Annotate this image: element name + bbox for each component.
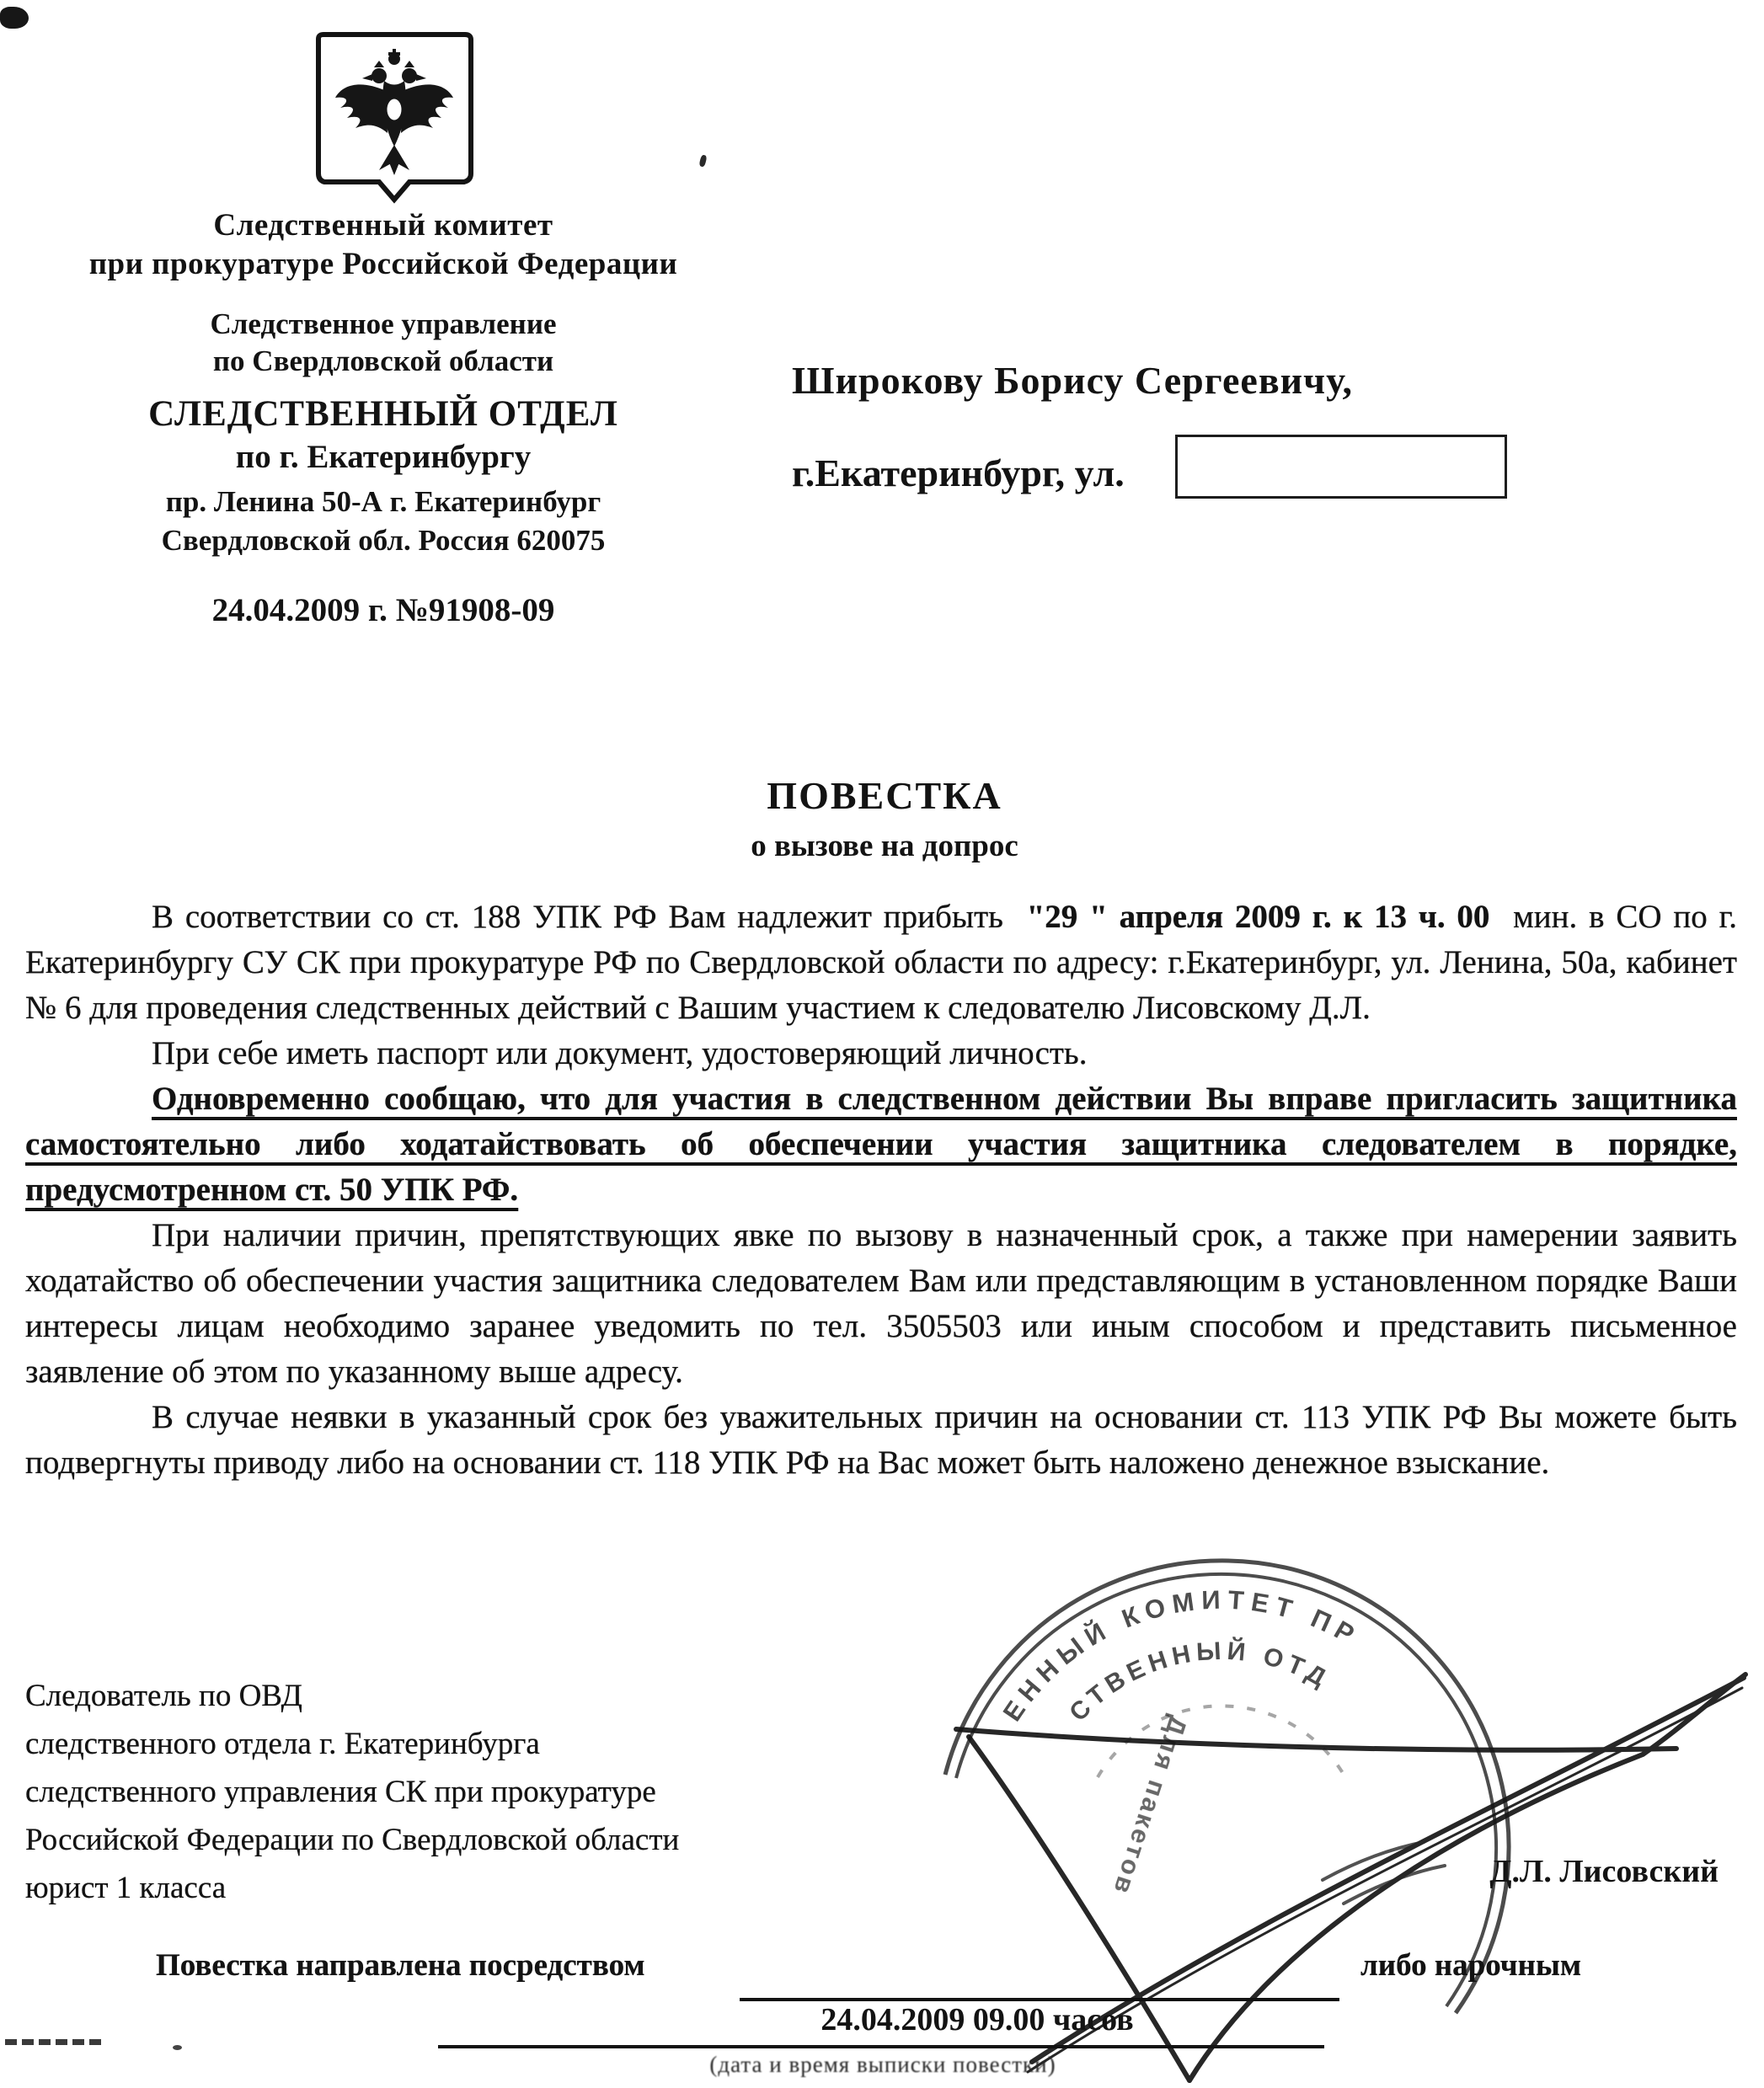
stamp-center-text: Для пакетов <box>1107 1712 1194 1900</box>
issue-datetime-caption: (дата и время выписки повестки) <box>709 2052 1056 2077</box>
signer-position-line: следственного отдела г. Екатеринбурга <box>25 1727 540 1761</box>
addressee-name: Широкову Борису Сергеевичу, <box>792 359 1354 402</box>
signer-position-line: Российской Федерации по Свердловской области <box>25 1823 680 1857</box>
round-stamp <box>945 1561 1509 2013</box>
paragraph-notify: При наличии причин, препятствующих явке по вызову в назначенный срок, а также при намерении заявить ходатайство об обеспечении участия защитника следователем Вам или представляющим в установленном порядке Ваши интересы лицам необходимо заранее уведомить по тел. 3505503 или иным способом и представить письменное заявление об этом по указанному выше адресу. <box>25 1217 1737 1390</box>
letterhead <box>8 206 758 631</box>
signer-position-line: юрист 1 класса <box>25 1871 227 1905</box>
paragraph-defender-right: Одновременно сообщаю, что для участия в следственном действии Вы вправе пригласить защитника самостоятельно либо ходатайствовать об обеспечении участия защитника следователем в порядке, предусмотренном ст. 50 УПК РФ. <box>25 1081 1737 1208</box>
document-title: ПОВЕСТКА <box>767 774 1002 817</box>
p1-rest: мин. в СО по г. Екатеринбургу СУ СК при прокуратуре РФ по Свердловской области по адресу: г.Екатеринбург, ул. Ленина, 50а, кабинет № 6 для проведения следственных действий с Вашим участием к следователю Лисовскому Д.Л. <box>25 899 1738 1026</box>
paragraph-appearance <box>25 894 1737 1031</box>
scan-artifact <box>5 2039 101 2045</box>
stamp-text <box>997 1585 1366 1900</box>
body-text <box>25 894 1737 1486</box>
org-name-line2: при прокуратуре Российской Федерации <box>88 247 678 281</box>
issue-datetime-underline <box>438 2045 1324 2048</box>
signer-position-block <box>25 1672 952 1912</box>
signer-position-line: Следователь по ОВД <box>25 1679 302 1713</box>
stamp-arc-text-middle: СТВЕННЫЙ ОТД <box>1064 1637 1335 1728</box>
paragraph-documents: При себе иметь паспорт или документ, удостоверяющий личность. <box>152 1035 1088 1071</box>
coat-of-arms-emblem <box>313 32 475 205</box>
document-subtitle: о вызове на допрос <box>751 829 1018 863</box>
scan-artifact <box>0 7 29 29</box>
department-line1: Следственное управление <box>210 307 557 340</box>
double-headed-eagle <box>335 49 453 175</box>
unit-address-line1: пр. Ленина 50-А г. Екатеринбург <box>165 485 601 518</box>
scan-artifact <box>698 154 707 167</box>
unit-name-line2: по г. Екатеринбургу <box>235 439 532 475</box>
svg-text:СТВЕННЫЙ ОТД <box>1064 1637 1334 1727</box>
org-name-line1: Следственный комитет <box>213 208 553 243</box>
p1-datetime: "29 " апреля 2009 г. к 13 ч. 00 <box>1026 899 1490 935</box>
issue-datetime: 24.04.2009 09.00 часов <box>821 2002 1134 2037</box>
svg-text:ЕННЫЙ КОМИТЕТ ПР <box>997 1585 1366 1727</box>
sent-via-label: Повестка направлена посредством <box>156 1948 645 1983</box>
unit-name-line1: СЛЕДСТВЕННЫЙ ОТДЕЛ <box>148 394 618 434</box>
signer-position-line: следственного управления СК при прокуратуре <box>25 1775 656 1809</box>
outgoing-ref-line: 24.04.2009 г. №91908-09 <box>211 592 555 628</box>
scan-artifact <box>173 2045 182 2050</box>
paragraph-sanctions: В случае неявки в указанный срок без уважительных причин на основании ст. 113 УПК РФ Вы можете быть подвергнуты приводу либо на основании ст. 118 УПК РФ на Вас может быть наложено денежное взыскание. <box>25 1399 1737 1481</box>
unit-address-line2: Свердловской обл. Россия 620075 <box>161 524 606 557</box>
addressee-address-prefix: г.Екатеринбург, ул. <box>792 451 1125 494</box>
p1-start: В соответствии со ст. 188 УПК РФ Вам надлежит прибыть <box>152 899 1003 935</box>
document-title-block <box>505 773 1264 864</box>
redacted-address-box <box>1175 435 1507 499</box>
department-line2: по Свердловской области <box>212 344 554 377</box>
signer-name: Д.Л. Лисовский <box>1489 1854 1719 1889</box>
sent-via-suffix: либо нарочным <box>1360 1948 1582 1983</box>
stamp-arc-text-outer: ЕННЫЙ КОМИТЕТ ПР <box>997 1584 1366 1727</box>
